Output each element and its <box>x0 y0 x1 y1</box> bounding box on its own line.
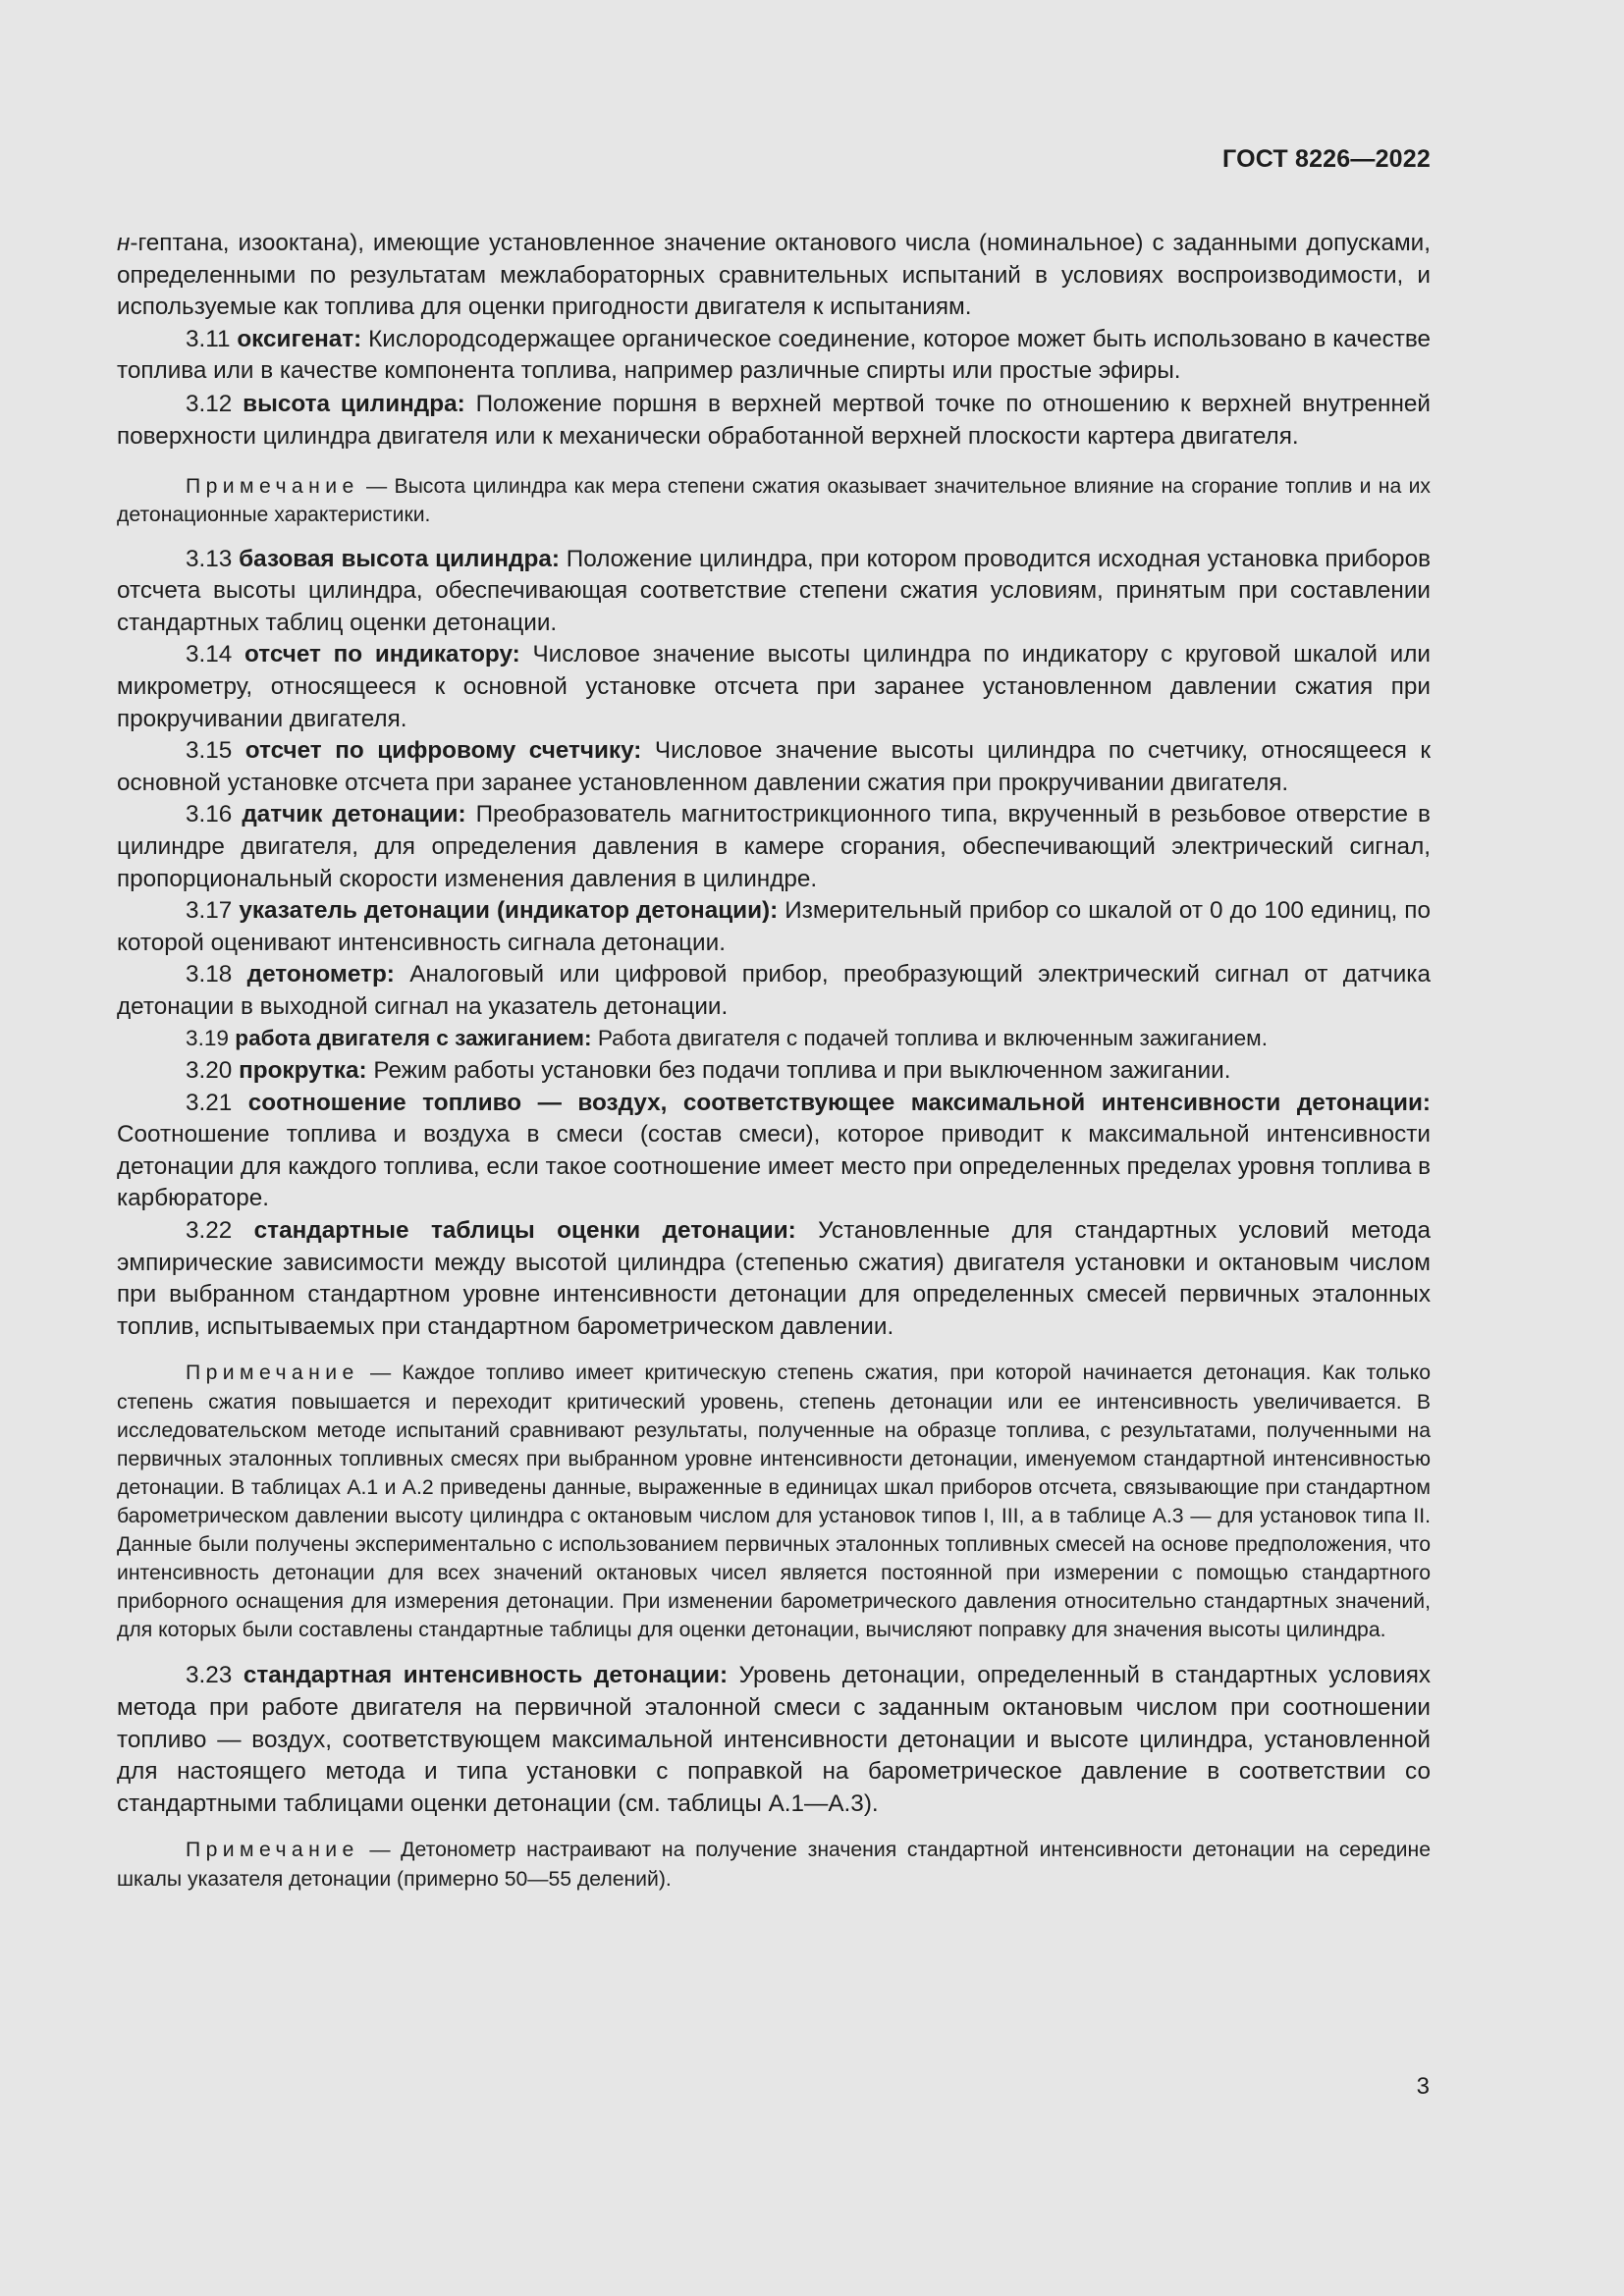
section-3-15 <box>117 735 1431 799</box>
section-number: 3.21 <box>186 1089 233 1116</box>
section-term: базовая высота цилиндра: <box>239 545 560 572</box>
section-3-20 <box>117 1055 1431 1088</box>
section-number: 3.20 <box>186 1057 233 1085</box>
section-text: Числовое значение высоты цилиндра по счетчику, относящееся к основной установке отсчета при заранее установленном давлении сжатия при прокручивании двигателя. <box>117 737 1431 796</box>
section-3-12 <box>117 389 1431 453</box>
intro-paragraph <box>117 228 1431 324</box>
section-number: 3.15 <box>186 737 233 765</box>
section-term: работа двигателя с зажиганием: <box>235 1026 592 1051</box>
section-number: 3.14 <box>186 641 233 668</box>
document-number: ГОСТ 8226—2022 <box>1222 145 1431 173</box>
section-3-14 <box>117 639 1431 735</box>
note-label: Примечание <box>186 1839 359 1862</box>
section-text: Преобразователь магнитострикционного типа, вкрученный в резьбовое отверстие в цилиндре двигателя, для определения давления в камере сгорания, обеспечивающий электрический сигнал, пропорциональный скорости изменения давления в цилиндре. <box>117 801 1431 892</box>
section-term: стандартная интенсивность детонации: <box>243 1662 729 1689</box>
section-3-22 <box>117 1215 1431 1343</box>
note-text: — Каждое топливо имеет критическую степень сжатия, при которой начинается детонация. Как только степень сжатия повышается и переходит критический уровень, степень детонации или ее интенсивность увеличивается. В исследовательском методе испытаний сравнивают результаты, полученные на образце топлива, с результатами, полученными на первичных эталонных топливных смесях при выбранном уровне интенсивности детонации, именуемом стандартной интенсивностью детонации. В таблицах А.1 и А.2 приведены данные, выраженные в единицах шкал приборов отсчета, связывающие при стандартном барометрическом давлении высоту цилиндра с октановым числом для установок типов I, III, а в таблице А.3 — для установок типа II. Данные были получены экспериментально с использованием первичных эталонных топливных смесей на основе предположения, что интенсивность детонации для всех значений октановых чисел является постоянной при измерении с помощью стандартного приборного оснащения для измерения детонации. При изменении барометрического давления относительно стандартных значений, для которых были составлены стандартные таблицы для оценки детонации, вычисляют поправку для значения высоты цилиндра. <box>117 1362 1431 1642</box>
section-term: оксигенат: <box>237 325 362 352</box>
intro-italic-lead: н <box>117 230 131 256</box>
section-term: датчик детонации: <box>242 801 466 828</box>
section-text: Соотношение топлива и воздуха в смеси (состав смеси), которое приводит к максимальной интенсивности детонации для каждого топлива, если такое соотношение имеет место при определенных пределах уровня топлива в карбюраторе. <box>117 1121 1431 1212</box>
note-label: Примечание <box>186 475 359 499</box>
section-term: детонометр: <box>246 961 395 988</box>
section-term: отсчет по индикатору: <box>244 641 520 668</box>
section-3-11 <box>117 324 1431 388</box>
section-text: Положение поршня в верхней мертвой точке по отношению к верхней внутренней поверхности цилиндра двигателя или к механически обработанной верхней плоскости картера двигателя. <box>117 390 1431 450</box>
note-text: — Детонометр настраивают на получение значения стандартной интенсивности детонации на середине шкалы указателя детонации (примерно 50—55 делений). <box>117 1839 1431 1891</box>
section-number: 3.12 <box>186 390 233 417</box>
section-3-13 <box>117 544 1431 640</box>
section-term: высота цилиндра: <box>243 390 465 417</box>
section-term: соотношение топливо — воздух, соответствующее максимальной интенсивности детонации: <box>247 1089 1431 1116</box>
section-text: Положение цилиндра, при котором проводится исходная установка приборов отсчета высоты цилиндра, обеспечивающая соответствие степени сжатия условиям, принятым при составлении стандартных таблиц оценки детонации. <box>117 545 1431 636</box>
intro-text: -гептана, изооктана), имеющие установленное значение октанового числа (номинальное) с заданными допусками, определенными по результатам межлабораторных сравнительных испытаний в условиях воспроизводимости, и используемые как топлива для оценки пригодности двигателя к испытаниям. <box>117 230 1431 321</box>
section-text: Режим работы установки без подачи топлива и при выключенном зажигании. <box>373 1057 1231 1085</box>
section-number: 3.22 <box>186 1217 233 1245</box>
section-3-17 <box>117 895 1431 959</box>
section-text: Числовое значение высоты цилиндра по индикатору с круговой шкалой или микрометру, относящееся к основной установке отсчета при заранее установленном давлении сжатия при прокручивании двигателя. <box>117 641 1431 732</box>
document-body <box>117 228 1431 1894</box>
section-text: Работа двигателя с подачей топлива и включенным зажиганием. <box>597 1026 1268 1051</box>
note-2 <box>117 1359 1431 1644</box>
section-term: прокрутка: <box>239 1057 367 1085</box>
section-number: 3.13 <box>186 545 233 572</box>
note-text: — Высота цилиндра как мера степени сжатия оказывает значительное влияние на сгорание топлив и на их детонационные характеристики. <box>117 475 1432 527</box>
page-number: 3 <box>1416 2073 1430 2100</box>
section-term: стандартные таблицы оценки детонации: <box>253 1217 796 1245</box>
section-number: 3.18 <box>186 961 233 988</box>
section-3-19 <box>117 1023 1431 1055</box>
section-term: указатель детонации (индикатор детонации): <box>239 897 779 925</box>
note-3 <box>117 1836 1431 1893</box>
section-3-21 <box>117 1088 1431 1215</box>
section-text: Аналоговый или цифровой прибор, преобразующий электрический сигнал от датчика детонации в выходной сигнал на указатель детонации. <box>117 961 1431 1020</box>
section-text: Кислородсодержащее органическое соединение, которое может быть использовано в качестве топлива или в качестве компонента топлива, например различные спирты или простые эфиры. <box>117 325 1431 385</box>
section-3-16 <box>117 799 1431 895</box>
section-text: Установленные для стандартных условий метода эмпирические зависимости между высотой цилиндра (степенью сжатия) двигателя установки и октановым числом при выбранном стандартном уровне интенсивности детонации для определенных смесей первичных эталонных топлив, испытываемых при стандартном барометрическом давлении. <box>117 1217 1431 1340</box>
section-3-23 <box>117 1660 1431 1820</box>
note-1 <box>117 472 1431 529</box>
section-number: 3.11 <box>186 325 231 352</box>
section-text: Измерительный прибор со шкалой от 0 до 100 единиц, по которой оценивают интенсивность сигнала детонации. <box>117 897 1431 956</box>
section-term: отсчет по цифровому счетчику: <box>244 737 642 765</box>
note-label: Примечание <box>186 1362 359 1385</box>
section-number: 3.23 <box>186 1662 233 1689</box>
section-3-18 <box>117 959 1431 1023</box>
section-number: 3.16 <box>186 801 233 828</box>
section-number: 3.19 <box>186 1026 229 1051</box>
section-number: 3.17 <box>186 897 233 925</box>
section-text: Уровень детонации, определенный в стандартных условиях метода при работе двигателя на первичной эталонной смеси с заданным октановым числом при соотношении топливо — воздух, соответствующем максимальной интенсивности детонации и высоте цилиндра, установленной для настоящего метода и типа установки с поправкой на барометрическое давление в соответствии со стандартными таблицами оценки детонации (см. таблицы А.1—А.3). <box>117 1662 1431 1817</box>
